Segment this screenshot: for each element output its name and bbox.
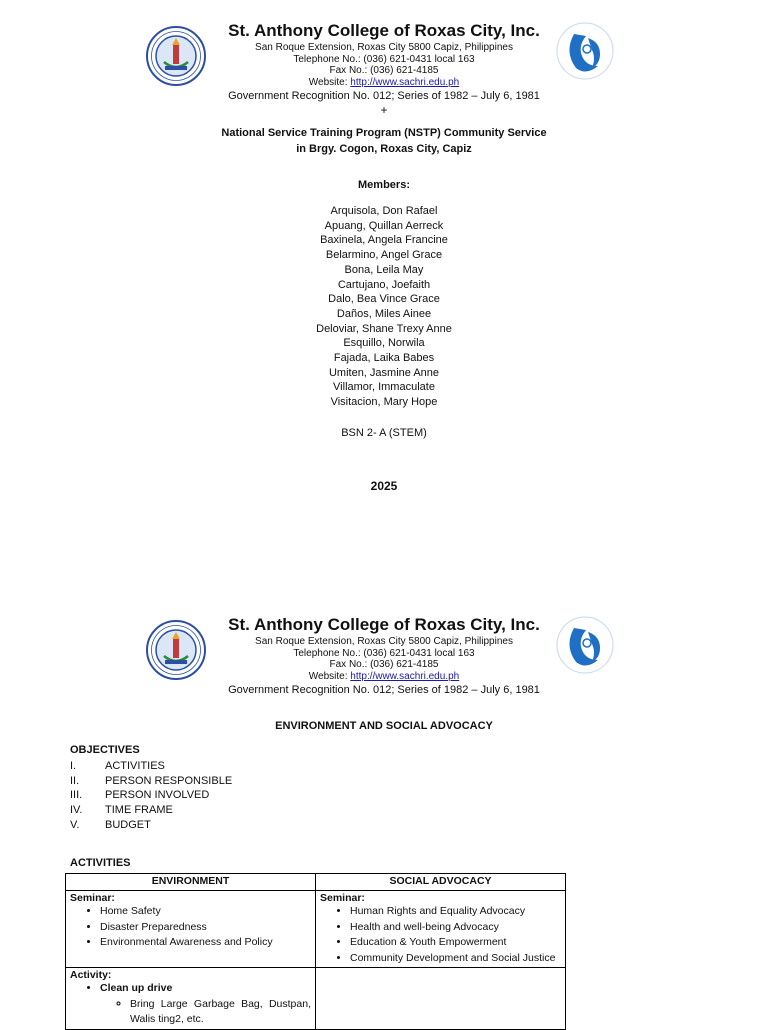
nstp-title <box>0 125 768 157</box>
list-item: Cartujano, Joefaith <box>337 278 431 291</box>
cell-social-seminar <box>316 891 566 968</box>
plus-sign: + <box>380 102 388 117</box>
list-text: BUDGET <box>105 818 151 831</box>
page-environment-social-advocacy <box>0 594 768 1024</box>
seminar-list <box>70 904 311 951</box>
cell-environment-seminar <box>66 891 316 968</box>
nstp-title-line2: in Brgy. Cogon, Roxas City, Capiz <box>296 143 472 155</box>
list-number: V. <box>70 818 80 831</box>
list-item: • Human Rights and Equality Advocacy <box>350 904 561 920</box>
list-item: Dalo, Bea Vince Grace <box>328 293 440 306</box>
list-item: Villamor, Immaculate <box>333 381 435 394</box>
list-text: TIME FRAME <box>105 804 173 817</box>
activity-label: Activity: <box>70 969 112 981</box>
list-text: ACTIVITIES <box>105 760 165 772</box>
list-number: IV. <box>70 804 83 817</box>
letterhead-text <box>184 614 584 697</box>
list-item: • Education & Youth Empowerment <box>350 935 561 951</box>
website-label: Website: <box>308 671 351 683</box>
list-number: II. <box>70 774 80 787</box>
telephone: Telephone No.: (036) 621-0431 local 163 <box>293 647 475 659</box>
objectives-list <box>70 759 232 833</box>
year-label: 2025 <box>370 479 398 493</box>
table-row <box>66 891 566 968</box>
list-item: Belarmino, Angel Grace <box>325 249 443 262</box>
nstp-logo-icon <box>556 22 614 80</box>
column-header-environment: ENVIRONMENT <box>66 874 316 891</box>
seminar-list <box>320 904 561 966</box>
list-text: PERSON RESPONSIBLE <box>105 774 233 787</box>
cell-social-activity <box>316 968 566 1030</box>
telephone: Telephone No.: (036) 621-0431 local 163 <box>293 53 475 65</box>
members-list <box>0 204 768 410</box>
list-item: ◦ Bring Large Garbage Bag, Dustpan, Walis ting2, etc. <box>130 997 311 1028</box>
letterhead <box>0 594 768 699</box>
list-item: Arquisola, Don Rafael <box>330 205 438 217</box>
nstp-logo-icon <box>556 616 614 674</box>
list-item <box>70 759 232 774</box>
list-item: • Disaster Preparedness <box>100 920 311 936</box>
seminar-label: Seminar: <box>70 892 115 904</box>
list-item: Baxinela, Angela Francine <box>320 234 448 247</box>
list-number: I. <box>70 760 77 772</box>
seminar-label: Seminar: <box>320 892 365 904</box>
list-item: Bona, Leila May <box>344 263 424 276</box>
table-row <box>66 968 566 1030</box>
college-name: St. Anthony College of Roxas City, Inc. <box>228 21 540 40</box>
fax: Fax No.: (036) 621-4185 <box>329 65 439 77</box>
activity-list <box>70 981 311 1028</box>
list-item: Esquillo, Norwila <box>343 337 425 350</box>
cell-environment-activity <box>66 968 316 1030</box>
column-header-social-advocacy: SOCIAL ADVOCACY <box>316 874 566 891</box>
list-text: PERSON INVOLVED <box>105 789 210 802</box>
list-item <box>100 981 311 1028</box>
objectives-heading: OBJECTIVES <box>70 744 140 756</box>
letterhead <box>0 0 768 117</box>
activities-heading: ACTIVITIES <box>70 857 131 869</box>
activity-name: Clean up drive <box>100 982 173 994</box>
nstp-title-line1: National Service Training Program (NSTP) Community Service <box>221 127 547 139</box>
list-item <box>70 774 232 789</box>
college-address: San Roque Extension, Roxas City 5800 Capiz, Philippines <box>255 636 513 647</box>
letterhead-text <box>184 20 584 117</box>
government-recognition: Government Recognition No. 012; Series of 1982 – July 6, 1981 <box>228 89 540 102</box>
list-item: • Environmental Awareness and Policy <box>100 935 311 951</box>
website-link[interactable]: http://www.sachri.edu.ph <box>350 671 460 683</box>
list-item <box>70 818 232 833</box>
activities-table <box>65 873 566 1030</box>
list-number: III. <box>70 789 83 802</box>
activity-sublist <box>100 997 311 1028</box>
website-link[interactable]: http://www.sachri.edu.ph <box>350 77 460 89</box>
list-item <box>70 788 232 803</box>
college-address: San Roque Extension, Roxas City 5800 Capiz, Philippines <box>255 42 513 53</box>
website-line <box>184 77 584 89</box>
list-item: Visitacion, Mary Hope <box>330 396 438 409</box>
list-item: • Home Safety <box>100 904 311 920</box>
fax: Fax No.: (036) 621-4185 <box>329 659 439 671</box>
website-line <box>184 671 584 683</box>
website-label: Website: <box>308 77 351 89</box>
page-title: ENVIRONMENT AND SOCIAL ADVOCACY <box>275 720 493 732</box>
list-item: • Community Development and Social Justice <box>350 951 561 967</box>
list-item: Fajada, Laika Babes <box>333 352 435 365</box>
list-item <box>70 803 232 818</box>
list-item: Daños, Miles Ainee <box>336 307 432 320</box>
government-recognition: Government Recognition No. 012; Series of 1982 – July 6, 1981 <box>228 683 540 696</box>
list-item: Apuang, Quillan Aerreck <box>324 219 444 232</box>
list-item: Umiten, Jasmine Anne <box>328 366 440 379</box>
section-label: BSN 2- A (STEM) <box>341 427 427 439</box>
members-heading: Members: <box>358 179 410 191</box>
table-header-row <box>66 874 566 891</box>
list-item: Deloviar, Shane Trexy Anne <box>316 322 452 335</box>
college-name: St. Anthony College of Roxas City, Inc. <box>228 615 540 634</box>
list-item: • Health and well-being Advocacy <box>350 920 561 936</box>
